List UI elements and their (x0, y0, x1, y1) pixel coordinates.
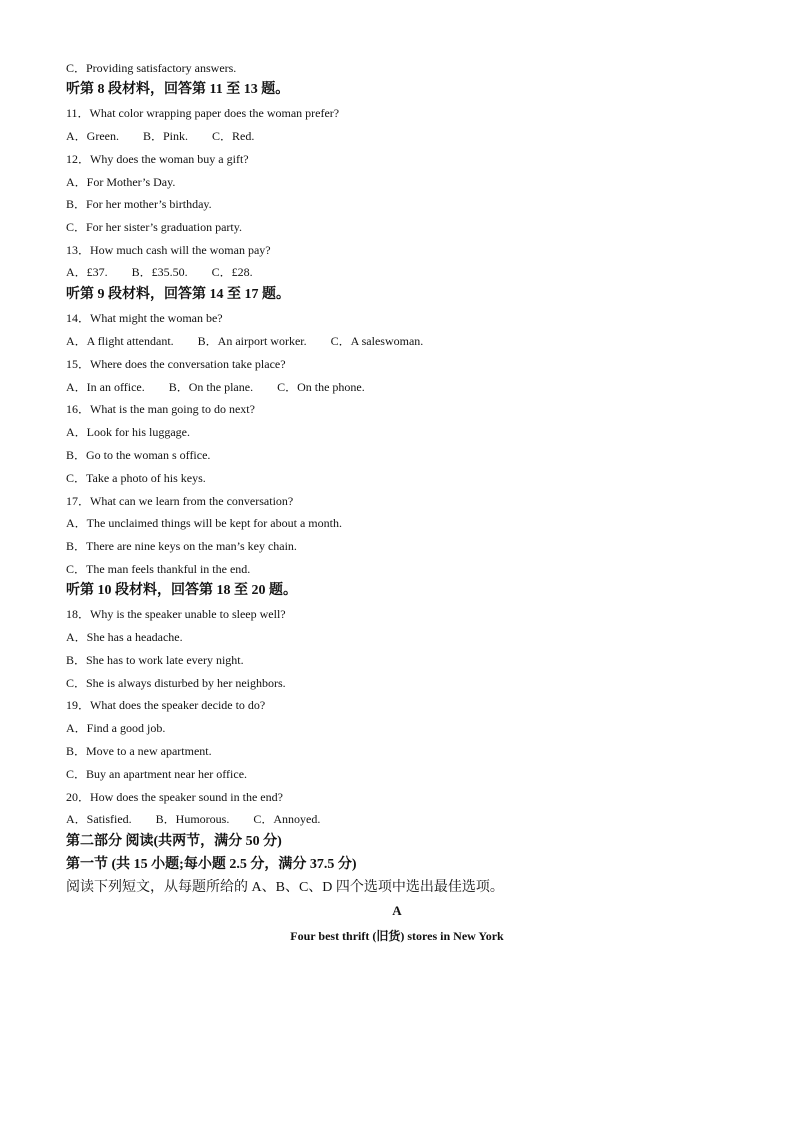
question-line: 11．What color wrapping paper does the woman prefer? (66, 106, 340, 120)
option-line: A．In an office. B．On the plane. C．On the phone. (66, 380, 365, 394)
passage-letter: A (392, 903, 402, 918)
option-line: C．Providing satisfactory answers. (66, 61, 237, 75)
question-line: 16．What is the man going to do next? (66, 402, 255, 416)
option-line: B．There are nine keys on the man’s key chain. (66, 539, 297, 553)
question-line: 12．Why does the woman buy a gift? (66, 152, 249, 166)
section-heading: 听第 9 段材料，回答第 14 至 17 题。 (66, 287, 290, 302)
question-line: 13．How much cash will the woman pay? (66, 243, 271, 257)
option-line: A．Look for his luggage. (66, 425, 190, 439)
option-line: A．Satisfied. B．Humorous. C．Annoyed. (66, 812, 321, 826)
part-subheading: 第一节 (共 15 小题;每小题 2.5 分，满分 37.5 分) (66, 857, 357, 872)
passage-title: Four best thrift (旧货) stores in New York (290, 929, 504, 943)
option-line: B．For her mother’s birthday. (66, 197, 212, 211)
option-line: A．For Mother’s Day. (66, 175, 176, 189)
question-line: 20．How does the speaker sound in the end? (66, 790, 283, 804)
question-line: 17．What can we learn from the conversation? (66, 494, 294, 508)
section-heading: 听第 10 段材料，回答第 18 至 20 题。 (66, 583, 297, 598)
question-line: 19．What does the speaker decide to do? (66, 698, 266, 712)
option-line: B．Move to a new apartment. (66, 744, 212, 758)
part-heading: 第二部分 阅读(共两节，满分 50 分) (66, 834, 282, 849)
option-line: A．A flight attendant. B．An airport worker. C．A saleswoman. (66, 334, 424, 348)
section-heading: 听第 8 段材料，回答第 11 至 13 题。 (66, 82, 290, 97)
instruction-line: 阅读下列短文，从每题所给的 A、B、C、D 四个选项中选出最佳选项。 (66, 880, 504, 895)
option-line: A．The unclaimed things will be kept for about a month. (66, 516, 342, 530)
option-line: C．Take a photo of his keys. (66, 471, 206, 485)
option-line: B．She has to work late every night. (66, 653, 244, 667)
option-line: B．Go to the woman s office. (66, 448, 211, 462)
option-line: C．Buy an apartment near her office. (66, 767, 248, 781)
option-line: C．For her sister’s graduation party. (66, 220, 242, 234)
question-line: 14．What might the woman be? (66, 311, 223, 325)
option-line: A．Green. B．Pink. C．Red. (66, 129, 255, 143)
option-line: A．Find a good job. (66, 721, 166, 735)
question-line: 18．Why is the speaker unable to sleep well? (66, 607, 286, 621)
option-line: C．The man feels thankful in the end. (66, 562, 251, 576)
question-line: 15．Where does the conversation take place? (66, 357, 286, 371)
option-line: C．She is always disturbed by her neighbors. (66, 676, 286, 690)
option-line: A．£37. B．£35.50. C．£28. (66, 265, 253, 279)
option-line: A．She has a headache. (66, 630, 183, 644)
